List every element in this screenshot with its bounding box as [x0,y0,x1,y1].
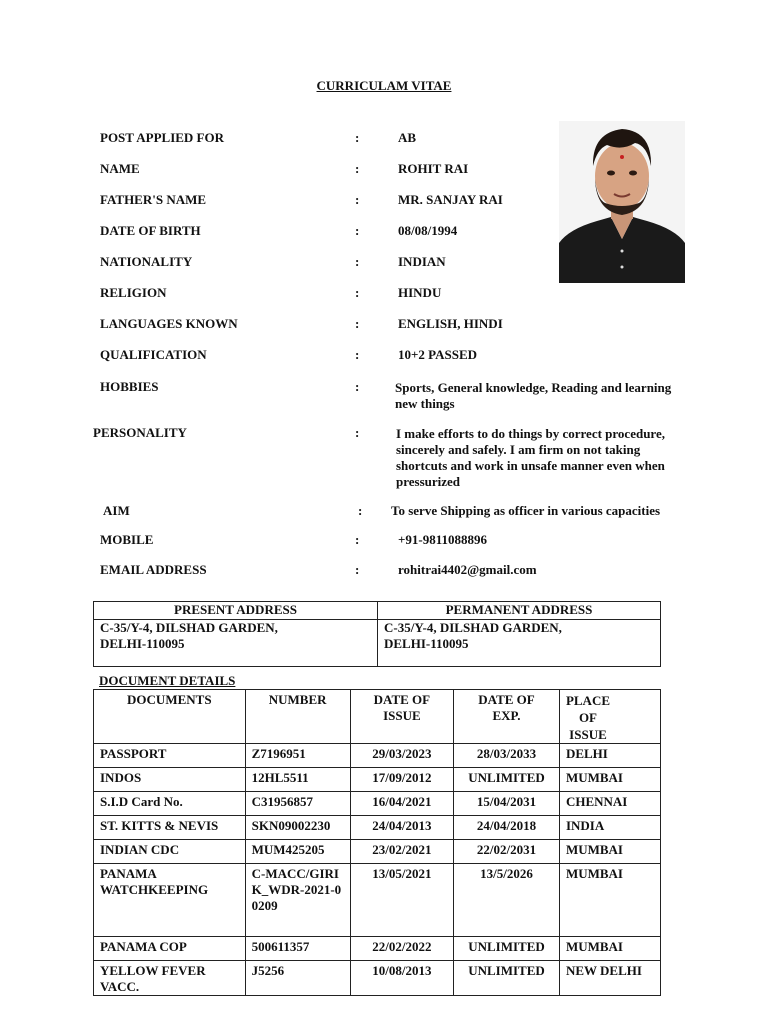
field-colon: : [355,161,360,176]
field-label-hobbies: HOBBIES [100,379,159,394]
field-colon: : [355,379,360,394]
doc-exp-date: 22/02/2031 [454,840,560,864]
field-value-post: AB [398,130,417,145]
field-label-qualification: QUALIFICATION [100,347,207,362]
field-value-dob: 08/08/1994 [398,223,458,238]
permanent-address-cell [378,620,661,667]
doc-issue-date: 13/05/2021 [350,864,453,937]
field-colon: : [355,223,360,238]
doc-exp-date: UNLIMITED [454,768,560,792]
present-address-header: PRESENT ADDRESS [94,602,378,620]
doc-place: MUMBAI [559,864,660,937]
doc-name: INDOS [94,768,246,792]
doc-exp-date: 28/03/2033 [454,744,560,768]
field-colon: : [355,347,360,362]
col-header-exp-date: DATE OF EXP. [454,690,560,744]
doc-exp-date: UNLIMITED [454,961,560,996]
field-value-email: rohitrai4402@gmail.com [398,562,537,577]
doc-place: DELHI [559,744,660,768]
doc-exp-date: 13/5/2026 [454,864,560,937]
doc-exp-date: 15/04/2031 [454,792,560,816]
field-label-dob: DATE OF BIRTH [100,223,201,238]
doc-name: ST. KITTS & NEVIS [94,816,246,840]
doc-number: J5256 [245,961,350,996]
permanent-address-header: PERMANENT ADDRESS [378,602,661,620]
doc-number: C31956857 [245,792,350,816]
permanent-address-line: DELHI-110095 [384,636,469,651]
doc-place: CHENNAI [559,792,660,816]
doc-number: 500611357 [245,937,350,961]
present-address-line: C-35/Y-4, DILSHAD GARDEN, [100,620,278,635]
col-header-issue-date: DATE OF ISSUE [350,690,453,744]
field-label-languages: LANGUAGES KNOWN [100,316,238,331]
doc-name: PANAMA COP [94,937,246,961]
field-value-aim: To serve Shipping as officer in various capacities [391,503,661,518]
field-label-email: EMAIL ADDRESS [100,562,207,577]
field-label-name: NAME [100,161,140,176]
doc-issue-date: 23/02/2021 [350,840,453,864]
doc-place: MUMBAI [559,840,660,864]
doc-name: INDIAN CDC [94,840,246,864]
portrait-image [559,121,685,283]
field-value-nationality: INDIAN [398,254,446,269]
table-row [94,937,661,961]
field-label-mobile: MOBILE [100,532,154,547]
doc-issue-date: 29/03/2023 [350,744,453,768]
field-label-aim: AIM [103,503,130,518]
doc-number: SKN09002230 [245,816,350,840]
doc-name: YELLOW FEVER VACC. [94,961,246,996]
field-value-name: ROHIT RAI [398,161,469,176]
documents-table [93,689,661,996]
field-colon: : [355,532,360,547]
table-row [94,744,661,768]
permanent-address-line: C-35/Y-4, DILSHAD GARDEN, [384,620,562,635]
page-title: CURRICULAM VITAE [316,78,452,93]
doc-place: INDIA [559,816,660,840]
doc-issue-date: 24/04/2013 [350,816,453,840]
table-row [94,816,661,840]
doc-number: MUM425205 [245,840,350,864]
field-label-father: FATHER'S NAME [100,192,207,207]
table-row [94,961,661,996]
field-colon: : [355,192,360,207]
field-label-personality: PERSONALITY [93,425,187,440]
doc-exp-date: 24/04/2018 [454,816,560,840]
present-address-cell [94,620,378,667]
table-row [94,840,661,864]
field-label-religion: RELIGION [100,285,167,300]
field-value-personality: I make efforts to do things by correct procedure, sincerely and safely. I am firm on not taking shortcuts and work in unsafe manner even when pressurized [396,426,665,489]
doc-exp-date: UNLIMITED [454,937,560,961]
field-colon: : [355,130,360,145]
field-label-nationality: NATIONALITY [100,254,193,269]
doc-name: PANAMA WATCHKEEPING [94,864,246,937]
doc-issue-date: 16/04/2021 [350,792,453,816]
field-colon: : [355,425,360,440]
field-value-qualification: 10+2 PASSED [398,347,478,362]
field-value-hobbies: Sports, General knowledge, Reading and learning new things [395,380,672,411]
doc-name: S.I.D Card No. [94,792,246,816]
present-address-line: DELHI-110095 [100,636,185,651]
profile-photo [559,121,685,283]
field-colon: : [355,254,360,269]
address-table [93,601,661,667]
doc-issue-date: 17/09/2012 [350,768,453,792]
doc-place: MUMBAI [559,768,660,792]
field-colon: : [355,316,360,331]
col-header-documents: DOCUMENTS [94,690,246,744]
doc-place: NEW DELHI [559,961,660,996]
table-row [94,792,661,816]
field-label-post: POST APPLIED FOR [100,130,225,145]
doc-number: C-MACC/GIRIK_WDR-2021-00209 [245,864,350,937]
table-row [94,864,661,937]
field-colon: : [355,562,360,577]
col-header-place: PLACE OF ISSUE [559,690,660,744]
table-row [94,768,661,792]
field-value-religion: HINDU [398,285,442,300]
doc-issue-date: 10/08/2013 [350,961,453,996]
document-details-heading: DOCUMENT DETAILS [99,673,236,688]
doc-number: 12HL5511 [245,768,350,792]
field-colon: : [355,285,360,300]
col-header-number: NUMBER [245,690,350,744]
field-value-father: MR. SANJAY RAI [398,192,503,207]
doc-number: Z7196951 [245,744,350,768]
doc-name: PASSPORT [94,744,246,768]
doc-issue-date: 22/02/2022 [350,937,453,961]
field-value-languages: ENGLISH, HINDI [398,316,503,331]
field-value-mobile: +91-9811088896 [398,532,488,547]
field-colon: : [358,503,363,518]
doc-place: MUMBAI [559,937,660,961]
